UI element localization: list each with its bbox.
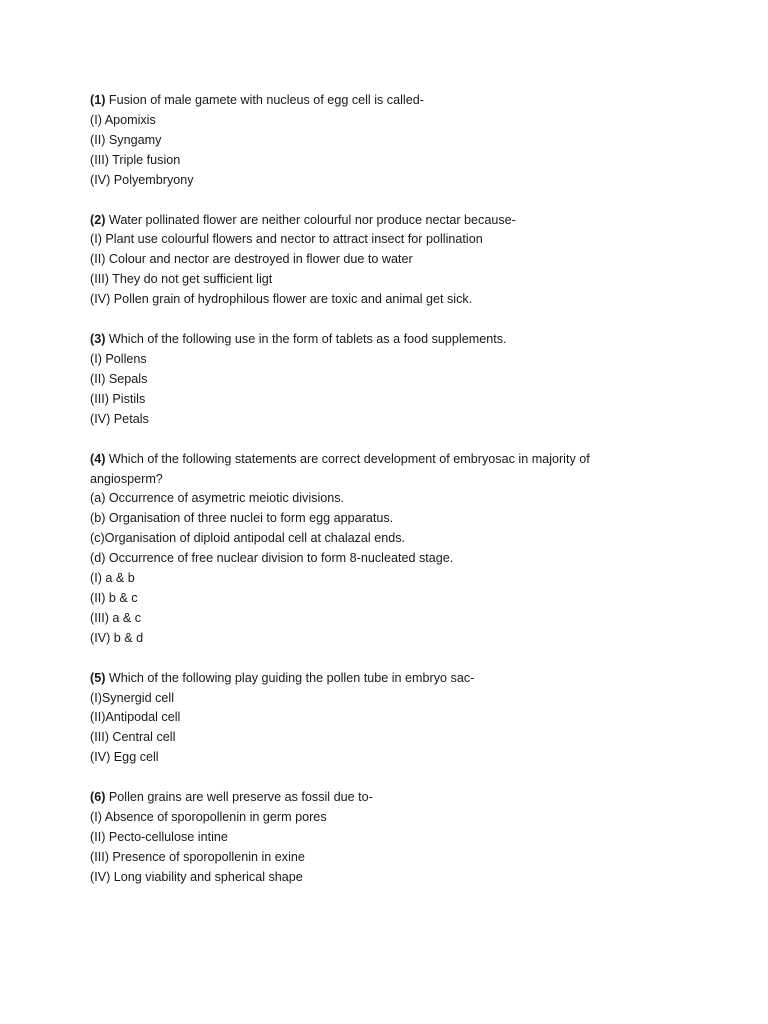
- question-3-stem: [90, 330, 730, 350]
- question-6-option-2: (II) Pecto-cellulose intine: [90, 830, 228, 844]
- question-2-option-1: (I) Plant use colourful flowers and nector to attract insect for pollination: [90, 232, 483, 247]
- question-3-number: (3): [90, 332, 106, 347]
- question-5-text: Which of the following play guiding the pollen tube in embryo sac-: [108, 670, 475, 685]
- question-4-option-1: (I) a & b: [90, 571, 135, 586]
- question-3-option-2: (II) Sepals: [90, 371, 148, 386]
- question-6-stem: [90, 788, 730, 808]
- question-4: [90, 450, 730, 649]
- question-6-number: (6): [90, 790, 106, 805]
- question-2-text: Water pollinated flower are neither colourful nor produce nectar because-: [108, 212, 516, 227]
- question-3-text: Which of the following use in the form of tablets as a food supplements.: [108, 332, 507, 347]
- question-5-option-3: (III) Central cell: [90, 730, 176, 745]
- question-5-number: (5): [90, 670, 106, 685]
- question-4-stem: [90, 450, 730, 470]
- question-2: [90, 211, 730, 311]
- question-1-text: Fusion of male gamete with nucleus of egg cell is called-: [108, 93, 424, 107]
- question-4-text-line-2: angiosperm?: [90, 471, 163, 486]
- question-2-option-2: (II) Colour and nector are destroyed in flower due to water: [90, 252, 413, 267]
- question-1-option-4: (IV) Polyembryony: [90, 172, 194, 187]
- question-5-stem: [90, 669, 730, 689]
- question-2-option-3: (III) They do not get sufficient ligt: [90, 272, 273, 287]
- question-1: [90, 91, 730, 191]
- question-4-text-line-1: Which of the following statements are correct development of embryosac in majority of: [108, 451, 590, 466]
- question-1-option-1: (I) Apomixis: [90, 112, 156, 127]
- question-4-number: (4): [90, 451, 106, 466]
- question-3-option-3: (III) Pistils: [90, 391, 146, 406]
- question-1-stem: [90, 91, 730, 111]
- question-4-statement-c: (c)Organisation of diploid antipodal cell at chalazal ends.: [90, 531, 406, 546]
- question-4-option-3: (III) a & c: [90, 610, 142, 625]
- question-6-text: Pollen grains are well preserve as fossil due to-: [108, 790, 373, 805]
- question-6-option-4: (IV) Long viability and spherical shape: [90, 869, 303, 884]
- question-4-statement-a: (a) Occurrence of asymetric meiotic divisions.: [90, 491, 345, 506]
- question-1-option-3: (III) Triple fusion: [90, 152, 181, 167]
- question-4-option-4: (IV) b & d: [90, 630, 144, 645]
- question-4-statement-b: (b) Organisation of three nuclei to form egg apparatus.: [90, 511, 394, 526]
- question-2-number: (2): [90, 212, 106, 227]
- question-3-option-1: (I) Pollens: [90, 351, 147, 366]
- question-5-option-2: (II)Antipodal cell: [90, 710, 181, 725]
- question-3: [90, 330, 730, 430]
- question-4-option-2: (II) b & c: [90, 590, 138, 605]
- question-3-option-4: (IV) Petals: [90, 411, 149, 426]
- question-6-option-3: (III) Presence of sporopollenin in exine: [90, 849, 305, 864]
- question-5: [90, 669, 730, 769]
- question-6-option-1: (I) Absence of sporopollenin in germ pores: [90, 810, 327, 825]
- question-4-statement-d: (d) Occurrence of free nuclear division to form 8-nucleated stage.: [90, 551, 454, 566]
- question-5-option-4: (IV) Egg cell: [90, 750, 159, 765]
- question-sheet: [90, 91, 730, 908]
- question-1-option-2: (II) Syngamy: [90, 132, 162, 147]
- question-6: [90, 788, 730, 888]
- question-2-stem: [90, 211, 730, 231]
- question-2-option-4: (IV) Pollen grain of hydrophilous flower are toxic and animal get sick.: [90, 292, 473, 307]
- question-1-number: (1): [90, 93, 106, 107]
- question-5-option-1: (I)Synergid cell: [90, 690, 174, 705]
